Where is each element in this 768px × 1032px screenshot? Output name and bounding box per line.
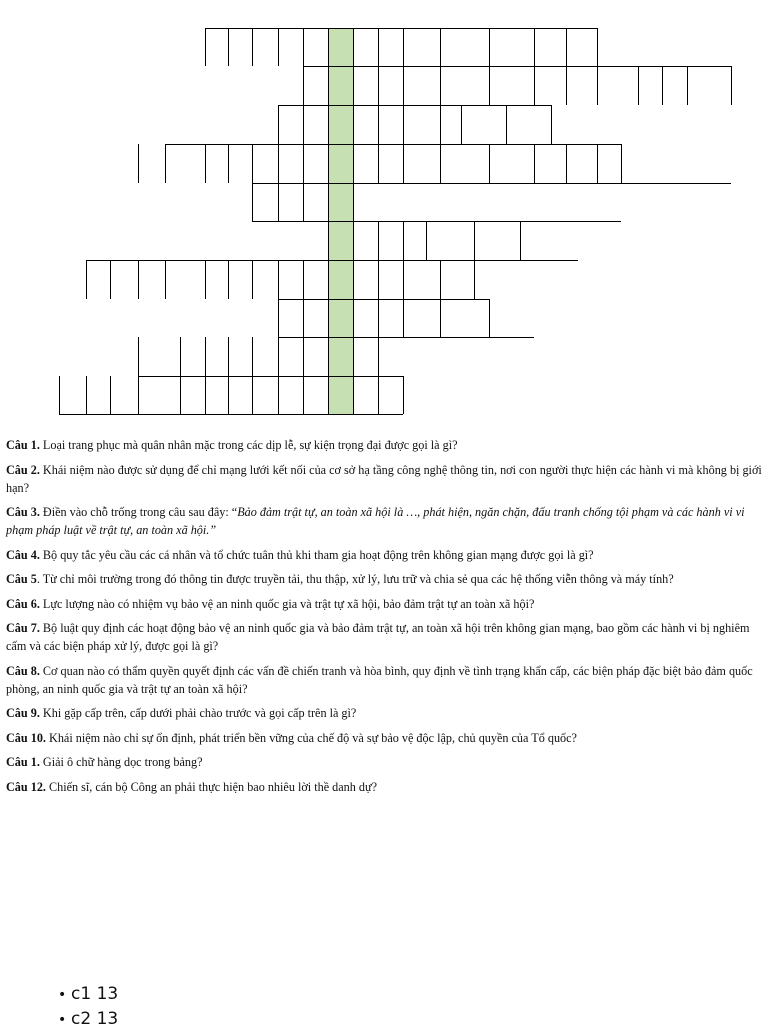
question-8 xyxy=(6,662,762,698)
question-text: Bộ luật quy định các hoạt động bảo vệ an ninh quốc gia và bảo đảm trật tự, an toàn xã hội trên không gian mạng, bao gồm các hành vi bị nghiêm cấm và các biện pháp xử lý, được gọi là gì? xyxy=(6,621,750,653)
question-number: Câu 8. xyxy=(6,663,40,678)
question-number: Câu 1. xyxy=(6,755,40,769)
question-text: . Từ chỉ môi trường trong đó thông tin được truyền tải, thu thập, xử lý, lưu trữ và chia sẻ qua các hệ thống viễn thông và máy tính? xyxy=(36,572,674,586)
question-1 xyxy=(6,436,762,454)
question-11 xyxy=(6,753,762,771)
question-text: Khái niệm nào được sử dụng để chỉ mạng lưới kết nối của cơ sở hạ tầng công nghệ thông tin, nơi con người thực hiện các hành vi mà không bị giới hạn? xyxy=(6,462,762,495)
question-number: Câu 9. xyxy=(6,706,40,720)
bullet-item xyxy=(58,1007,118,1032)
question-10 xyxy=(6,729,762,747)
question-number: Câu 2. xyxy=(6,462,40,477)
question-9 xyxy=(6,704,762,722)
question-text: Lực lượng nào có nhiệm vụ bảo vệ an ninh quốc gia và trật tự xã hội, bảo đảm trật tự an toàn xã hội? xyxy=(42,596,535,611)
question-number: Câu 10. xyxy=(6,730,46,745)
question-5 xyxy=(6,570,762,588)
question-7 xyxy=(6,619,762,655)
bullet-icon: • xyxy=(58,987,67,1003)
bullet-text: c2 13 xyxy=(71,1009,119,1029)
question-number: Câu 3. xyxy=(6,505,40,519)
question-quote: Bảo đảm trật tự, an toàn xã hội là …, phát hiện, ngăn chặn, đấu tranh chống tội phạm và các hành vi vi phạm pháp luật về trật tự, an toàn xã hội.” xyxy=(6,505,745,537)
question-text: Giải ô chữ hàng dọc trong bảng? xyxy=(42,755,203,769)
crossword-grid xyxy=(0,0,768,430)
bullet-list xyxy=(58,982,118,1032)
question-text: Chiến sĩ, cán bộ Công an phải thực hiện bao nhiêu lời thề danh dự? xyxy=(49,779,378,794)
bullet-text: c1 13 xyxy=(71,984,119,1004)
question-number: Câu 4. xyxy=(6,547,40,562)
question-number: Câu 6. xyxy=(6,596,40,611)
question-12 xyxy=(6,778,762,796)
question-number: Câu 12. xyxy=(6,779,46,794)
question-list xyxy=(6,436,762,802)
question-4 xyxy=(6,546,762,564)
question-number: Câu 7. xyxy=(6,621,40,635)
question-number: Câu 5 xyxy=(6,572,37,586)
question-number: Câu 1. xyxy=(6,438,40,452)
question-text: Điền vào chỗ trống trong câu sau đây: “ xyxy=(42,505,238,519)
question-text: Khi gặp cấp trên, cấp dưới phải chào trước và gọi cấp trên là gì? xyxy=(42,706,357,720)
question-6 xyxy=(6,595,762,613)
bullet-icon: • xyxy=(58,1012,67,1028)
question-text: Loại trang phục mà quân nhân mặc trong các dịp lễ, sự kiện trọng đại được gọi là gì? xyxy=(42,438,458,452)
question-3 xyxy=(6,503,762,539)
question-text: Bộ quy tắc yêu cầu các cá nhân và tổ chức tuân thủ khi tham gia hoạt động trên không gian mạng được gọi là gì? xyxy=(42,547,594,562)
question-2 xyxy=(6,461,762,497)
question-text: Khái niệm nào chỉ sự ổn định, phát triển bền vững của chế độ và sự bảo vệ độc lập, chủ quyền của Tổ quốc? xyxy=(49,730,577,745)
bullet-item xyxy=(58,982,118,1007)
question-text: Cơ quan nào có thẩm quyền quyết định các vấn đề chiến tranh và hòa bình, quy định về tình trạng khẩn cấp, các biện pháp đặc biệt bảo đảm quốc phòng, an ninh quốc gia và trật tự an toàn xã hội? xyxy=(6,663,753,696)
